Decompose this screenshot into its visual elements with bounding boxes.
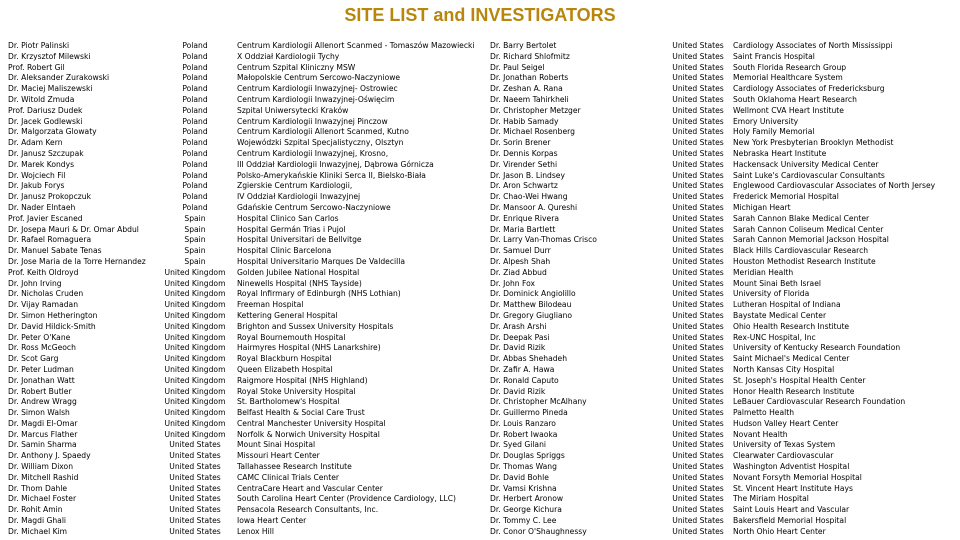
investigator-name: Dr. Marcus Flather	[8, 429, 78, 439]
investigator-name: Dr. Aron Schwartz	[490, 181, 558, 191]
site-name: Centrum Kardiologii Inwazyjnej Pinczow	[237, 116, 388, 126]
country-cell: United States	[169, 483, 221, 493]
site-name: LeBauer Cardiovascular Research Foundation	[733, 397, 906, 407]
investigator-name: Dr. Vijay Ramadan	[8, 300, 79, 310]
investigator-name: Dr. George Kichura	[490, 505, 562, 515]
investigator-name: Dr. David Rizik	[490, 386, 546, 396]
site-name: Wojewódzki Szpital Specjalistyczny, Olsztyn	[237, 138, 404, 148]
site-name: Michigan Heart	[733, 202, 791, 212]
investigator-name: Dr. Louis Ranzaro	[490, 418, 556, 428]
site-name: CAMC Clinical Trials Center	[237, 472, 340, 482]
site-name: New York Presbyterian Brooklyn Methodist	[733, 138, 894, 148]
country-cell: United States	[672, 364, 724, 374]
country-cell: United States	[672, 278, 724, 288]
site-name: Brighton and Sussex University Hospitals	[237, 321, 394, 331]
investigator-name: Dr. Alpesh Shah	[490, 256, 551, 266]
country-cell: Poland	[182, 202, 208, 212]
site-name: Hospital Clinico San Carlos	[237, 213, 339, 223]
investigator-name: Dr. Samin Sharma	[8, 440, 77, 450]
country-cell: United States	[672, 267, 724, 277]
site-name: Englewood Cardiovascular Associates of North Jersey	[733, 181, 936, 191]
site-name: Missouri Heart Center	[237, 451, 320, 461]
investigator-name: Dr. Vamsi Krishna	[490, 483, 557, 493]
site-name: Ohio Health Research Institute	[733, 321, 850, 331]
site-name: Hackensack University Medical Center	[733, 159, 879, 169]
country-cell: United States	[672, 181, 724, 191]
country-cell: United Kingdom	[164, 364, 226, 374]
right-site-column	[733, 41, 960, 538]
country-cell: United States	[672, 138, 724, 148]
investigator-name: Dr. Marek Kondys	[8, 159, 75, 169]
country-cell: United States	[672, 483, 724, 493]
investigator-name: Dr. Tommy C. Lee	[490, 516, 557, 526]
site-name: Freeman Hospital	[237, 300, 304, 310]
country-cell: United States	[672, 94, 724, 104]
site-name: Nebraska Heart Institute	[733, 148, 827, 158]
site-name: Royal Stoke University Hospital	[237, 386, 356, 396]
site-name: Baystate Medical Center	[733, 310, 827, 320]
site-name: Szpital Uniwersytecki Kraków	[237, 105, 349, 115]
country-cell: Poland	[182, 94, 208, 104]
country-cell: United States	[672, 224, 724, 234]
country-cell: Poland	[182, 148, 208, 158]
investigator-name: Dr. John Fox	[490, 278, 536, 288]
site-name: Lenox Hill	[237, 526, 274, 536]
site-name: Cardiology Associates of Fredericksburg	[733, 84, 885, 94]
investigator-name: Dr. Maciej Maliszewski	[8, 84, 93, 94]
investigator-name: Dr. Magdi El-Omar	[8, 418, 78, 428]
investigator-name: Dr. Josepa Mauri & Dr. Omar Abdul	[8, 224, 139, 234]
country-cell: United Kingdom	[164, 321, 226, 331]
site-name: Royal Infirmary of Edinburgh (NHS Lothian)	[237, 289, 401, 299]
country-cell: Poland	[182, 159, 208, 169]
country-cell: Poland	[182, 170, 208, 180]
site-name: CentraCare Heart and Vascular Center	[237, 483, 383, 493]
country-cell: United Kingdom	[164, 289, 226, 299]
country-cell: United States	[672, 62, 724, 72]
investigator-name: Dr. Thomas Wang	[490, 462, 557, 472]
site-name: Tallahassee Research Institute	[237, 462, 352, 472]
site-name: IV Oddział Kardiologii Inwazyjnej	[237, 192, 361, 202]
site-name: Holy Family Memorial	[733, 127, 815, 137]
site-name: Saint Louis Heart and Vascular	[733, 505, 850, 515]
country-cell: United States	[672, 289, 724, 299]
country-cell: United States	[169, 526, 221, 536]
site-name: St. Joseph's Hospital Health Center	[733, 375, 866, 385]
country-cell: United Kingdom	[164, 429, 226, 439]
country-cell: United States	[672, 235, 724, 245]
site-name: Saint Luke's Cardiovascular Consultants	[733, 170, 885, 180]
country-cell: Poland	[182, 105, 208, 115]
site-name: Central Manchester University Hospital	[237, 418, 386, 428]
investigator-name: Dr. Thom Dahle	[8, 483, 68, 493]
site-name: Emory University	[733, 116, 799, 126]
country-cell: United Kingdom	[164, 397, 226, 407]
country-cell: United States	[672, 192, 724, 202]
investigator-name: Prof. Keith Oldroyd	[8, 267, 79, 277]
investigator-name: Dr. Habib Samady	[490, 116, 559, 126]
investigator-name: Dr. Jonathan Watt	[8, 375, 75, 385]
investigator-name: Dr. Robert Butler	[8, 386, 72, 396]
site-name: Royal Blackburn Hospital	[237, 354, 332, 364]
country-cell: Spain	[184, 256, 206, 266]
investigator-name: Dr. Janusz Prokopczuk	[8, 192, 91, 202]
site-name: Centrum Kardiologii Inwazyjnej, Krosno,	[237, 148, 389, 158]
country-cell: Poland	[182, 127, 208, 137]
country-cell: United States	[672, 516, 724, 526]
investigator-name: Dr. Abbas Shehadeh	[490, 354, 568, 364]
site-name: Honor Health Research Institute	[733, 386, 855, 396]
investigator-name: Dr. Piotr Palinski	[8, 41, 70, 50]
country-cell: United States	[672, 386, 724, 396]
investigator-name: Dr. Scot Garg	[8, 354, 59, 364]
investigator-name: Dr. Andrew Wragg	[8, 397, 77, 407]
country-cell: United States	[672, 472, 724, 482]
country-cell: United Kingdom	[164, 278, 226, 288]
country-cell: United States	[672, 300, 724, 310]
investigator-name: Dr. Christopher Metzger	[490, 105, 581, 115]
investigator-name: Dr. Malgorzata Glowaty	[8, 127, 97, 137]
investigator-name: Dr. Jason B. Lindsey	[490, 170, 565, 180]
site-name: Mount Sinai Beth Israel	[733, 278, 821, 288]
site-name: Mount Sinai Hospital	[237, 440, 316, 450]
country-cell: United States	[672, 418, 724, 428]
site-name: Novant Health	[733, 429, 788, 439]
country-cell: United Kingdom	[164, 310, 226, 320]
site-name: Washington Adventist Hospital	[733, 462, 850, 472]
country-cell: United States	[672, 105, 724, 115]
site-name: Pensacola Research Consultants, Inc.	[237, 505, 379, 515]
investigator-name: Dr. Aleksander Zurakowski	[8, 73, 110, 83]
site-name: University of Florida	[733, 289, 810, 299]
site-name: Saint Francis Hospital	[733, 51, 815, 61]
site-name: North Ohio Heart Center	[733, 526, 826, 536]
site-name: St. Bartholomew's Hospital	[237, 397, 340, 407]
site-name: Memorial Healthcare System	[733, 73, 843, 83]
country-cell: United States	[672, 246, 724, 256]
investigator-name: Prof. Dariusz Dudek	[8, 105, 83, 115]
investigator-name: Dr. John Irving	[8, 278, 62, 288]
country-cell: United States	[169, 440, 221, 450]
country-cell: United States	[672, 408, 724, 418]
investigator-name: Dr. Chao-Wei Hwang	[490, 192, 568, 202]
investigator-name: Dr. Nicholas Cruden	[8, 289, 84, 299]
right-country-column	[666, 41, 730, 538]
site-name: Hospital Germán Trias i Pujol	[237, 224, 346, 234]
country-cell: United Kingdom	[164, 375, 226, 385]
investigator-name: Dr. David Rizik	[490, 343, 546, 353]
investigator-name: Dr. Naeem Tahirkheli	[490, 94, 569, 104]
investigator-name: Dr. Zeshan A. Rana	[490, 84, 563, 94]
country-cell: United States	[672, 440, 724, 450]
site-name: III Oddział Kardiologii Inwazyjnej, Dąbrowa Górnicza	[237, 159, 434, 169]
country-cell: United States	[672, 116, 724, 126]
investigator-name: Dr. Sorin Brener	[490, 138, 551, 148]
site-name: Sarah Cannon Memorial Jackson Hospital	[733, 235, 889, 245]
country-cell: United States	[672, 321, 724, 331]
site-name: Sarah Cannon Coliseum Medical Center	[733, 224, 884, 234]
investigator-name: Dr. Michael Kim	[8, 526, 68, 536]
investigator-name: Dr. Michael Foster	[8, 494, 77, 504]
investigator-name: Dr. Ziad Abbud	[490, 267, 547, 277]
investigator-name: Dr. Guillermo Pineda	[490, 408, 568, 418]
country-cell: Spain	[184, 246, 206, 256]
country-cell: United States	[672, 310, 724, 320]
country-cell: United Kingdom	[164, 354, 226, 364]
investigator-name: Dr. David Bohle	[490, 472, 549, 482]
site-name: South Carolina Heart Center (Providence Cardiology, LLC)	[237, 494, 456, 504]
country-cell: United States	[672, 451, 724, 461]
site-name: Centrum Szpital Kliniczny MSW	[237, 62, 356, 72]
investigator-name: Dr. Magdi Ghali	[8, 516, 67, 526]
country-cell: Poland	[182, 181, 208, 191]
site-name: Hospital Clinic Barcelona	[237, 246, 332, 256]
site-name: Centrum Kardiologii Inwazyjnej-Oświęcim	[237, 94, 395, 104]
site-name: Black Hills Cardiovascular Research	[733, 246, 869, 256]
investigator-name: Dr. Manuel Sabate Tenas	[8, 246, 102, 256]
country-cell: Poland	[182, 138, 208, 148]
investigator-name: Dr. Robert Iwaoka	[490, 429, 558, 439]
country-cell: United States	[672, 202, 724, 212]
investigator-name: Dr. Dennis Korpas	[490, 148, 558, 158]
country-cell: United Kingdom	[164, 408, 226, 418]
country-cell: Poland	[182, 84, 208, 94]
investigator-name: Dr. Enrique Rivera	[490, 213, 559, 223]
site-name: Raigmore Hospital (NHS Highland)	[237, 375, 368, 385]
site-name: University of Texas System	[733, 440, 836, 450]
investigator-name: Dr. Jakub Forys	[8, 181, 65, 191]
site-name: Zgierskie Centrum Kardiologii,	[237, 181, 353, 191]
left-site-column	[237, 41, 487, 538]
country-cell: United States	[169, 505, 221, 515]
country-cell: Spain	[184, 224, 206, 234]
site-name: Rex-UNC Hospital, Inc	[733, 332, 816, 342]
investigator-name: Dr. Adam Kern	[8, 138, 63, 148]
country-cell: United States	[672, 429, 724, 439]
country-cell: Poland	[182, 192, 208, 202]
country-cell: United States	[672, 505, 724, 515]
site-name: Gdańskie Centrum Sercowo-Naczyniowe	[237, 202, 391, 212]
site-name: Belfast Health & Social Care Trust	[237, 408, 365, 418]
country-cell: Spain	[184, 235, 206, 245]
investigator-name: Dr. Anthony J. Spaedy	[8, 451, 91, 461]
site-name: Frederick Memorial Hospital	[733, 192, 839, 202]
site-name: Kettering General Hospital	[237, 310, 338, 320]
country-cell: United Kingdom	[164, 332, 226, 342]
country-cell: United States	[672, 41, 724, 50]
site-name: Golden Jubilee National Hospital	[237, 267, 360, 277]
investigator-name: Dr. David Hildick-Smith	[8, 321, 96, 331]
site-name: Clearwater Cardiovascular	[733, 451, 834, 461]
site-name: Saint Michael's Medical Center	[733, 354, 850, 364]
site-name: Royal Bournemouth Hospital	[237, 332, 346, 342]
site-name: St. Vincent Heart Institute Hays	[733, 483, 853, 493]
investigator-name: Dr. Gregory Giugliano	[490, 310, 573, 320]
investigator-name: Dr. Arash Arshi	[490, 321, 547, 331]
site-name: Bakersfield Memorial Hospital	[733, 516, 847, 526]
investigator-name: Dr. Simon Walsh	[8, 408, 70, 418]
country-cell: Poland	[182, 73, 208, 83]
investigator-name: Dr. Mansoor A. Qureshi	[490, 202, 578, 212]
investigator-name: Dr. Christopher McAlhany	[490, 397, 587, 407]
country-cell: United Kingdom	[164, 418, 226, 428]
site-name: University of Kentucky Research Foundation	[733, 343, 901, 353]
investigator-name: Dr. Deepak Pasi	[490, 332, 550, 342]
investigator-name: Dr. Peter Ludman	[8, 364, 74, 374]
investigator-name: Dr. Simon Hetherington	[8, 310, 98, 320]
investigator-name: Dr. Peter O'Kane	[8, 332, 71, 342]
country-cell: United States	[672, 397, 724, 407]
site-name: Polsko-Amerykańskie Kliniki Serca II, Bielsko-Biała	[237, 170, 426, 180]
country-cell: United States	[672, 526, 724, 536]
country-cell: United States	[169, 451, 221, 461]
investigator-name: Dr. Jacek Godlewski	[8, 116, 83, 126]
investigator-name: Dr. Jose Maria de la Torre Hernandez	[8, 256, 146, 266]
country-cell: United Kingdom	[164, 300, 226, 310]
site-name: Novant Forsyth Memorial Hospital	[733, 472, 862, 482]
investigator-name: Dr. Zafir A. Hawa	[490, 364, 555, 374]
investigator-name: Dr. Maria Bartlett	[490, 224, 556, 234]
investigator-name: Dr. Samuel Durr	[490, 246, 551, 256]
site-name: Norfolk & Norwich University Hospital	[237, 429, 380, 439]
investigator-name: Dr. Rafael Romaguera	[8, 235, 92, 245]
site-name: Hospital Universitari de Bellvitge	[237, 235, 362, 245]
left-country-column	[164, 41, 226, 538]
site-name: Palmetto Health	[733, 408, 795, 418]
site-name: North Kansas City Hospital	[733, 364, 835, 374]
investigator-name: Dr. Herbert Aronow	[490, 494, 564, 504]
country-cell: United States	[672, 332, 724, 342]
site-name: Hudson Valley Heart Center	[733, 418, 839, 428]
investigator-name: Dr. Larry Van-Thomas Crisco	[490, 235, 597, 245]
investigator-name: Dr. Barry Bertolet	[490, 41, 557, 50]
investigator-name: Dr. Jonathan Roberts	[490, 73, 569, 83]
investigator-name: Dr. Conor O'Shaughnessy	[490, 526, 587, 536]
country-cell: United Kingdom	[164, 343, 226, 353]
investigator-name: Dr. Janusz Szczupak	[8, 148, 84, 158]
site-name: X Oddział Kardiologii Tychy	[237, 51, 340, 61]
page-title: SITE LIST and INVESTIGATORS	[344, 5, 616, 25]
site-name: Hairmyres Hospital (NHS Lanarkshire)	[237, 343, 381, 353]
country-cell: United States	[169, 462, 221, 472]
site-name: Meridian Health	[733, 267, 794, 277]
country-cell: United States	[672, 51, 724, 61]
country-cell: United States	[672, 148, 724, 158]
site-name: Ninewells Hospital (NHS Tayside)	[237, 278, 362, 288]
country-cell: United States	[672, 127, 724, 137]
site-name: Iowa Heart Center	[237, 516, 307, 526]
country-cell: United States	[672, 213, 724, 223]
site-name: Hospital Universitario Marques De Valdecilla	[237, 256, 405, 266]
site-name: Queen Elizabeth Hospital	[237, 364, 333, 374]
country-cell: United States	[672, 375, 724, 385]
country-cell: United States	[672, 343, 724, 353]
investigator-name: Dr. Krzysztof Milewski	[8, 51, 91, 61]
investigator-name: Dr. Syed Gilani	[490, 440, 546, 450]
country-cell: United Kingdom	[164, 267, 226, 277]
country-cell: United States	[672, 84, 724, 94]
site-name: Sarah Cannon Blake Medical Center	[733, 213, 870, 223]
site-name: Centrum Kardiologii Allenort Scanmed, Kutno	[237, 127, 409, 137]
investigator-name: Dr. Ronald Caputo	[490, 375, 559, 385]
investigator-name: Prof. Javier Escaned	[8, 213, 83, 223]
site-name: The Miriam Hospital	[733, 494, 809, 504]
site-name: Houston Methodist Research Institute	[733, 256, 876, 266]
right-investigator-column	[490, 41, 666, 538]
country-cell: Poland	[182, 41, 208, 50]
country-cell: Poland	[182, 51, 208, 61]
country-cell: United States	[672, 494, 724, 504]
site-name: Centrum Kardiologii Allenort Scanmed - Tomaszów Mazowiecki	[237, 41, 475, 50]
country-cell: United States	[672, 354, 724, 364]
investigator-name: Dr. Ross McGeoch	[8, 343, 76, 353]
country-cell: Poland	[182, 116, 208, 126]
country-cell: Poland	[182, 62, 208, 72]
country-cell: United States	[672, 170, 724, 180]
investigator-name: Dr. Nader Elntaeh	[8, 202, 76, 212]
site-name: South Oklahoma Heart Research	[733, 94, 857, 104]
country-cell: United States	[169, 472, 221, 482]
investigator-name: Dr. Paul Seigel	[490, 62, 545, 72]
investigator-name: Dr. Richard Shlofmitz	[490, 51, 570, 61]
investigator-name: Dr. Virender Sethi	[490, 159, 558, 169]
investigator-name: Dr. Matthew Bilodeau	[490, 300, 572, 310]
site-name: Wellmont CVA Heart Institute	[733, 105, 844, 115]
country-cell: United States	[169, 494, 221, 504]
country-cell: United States	[169, 516, 221, 526]
investigator-name: Dr. Wojciech Fil	[8, 170, 66, 180]
site-name: South Florida Research Group	[733, 62, 847, 72]
investigator-name: Dr. William Dixon	[8, 462, 74, 472]
country-cell: Spain	[184, 213, 206, 223]
investigator-name: Dr. Rohit Amin	[8, 505, 63, 515]
country-cell: United States	[672, 73, 724, 83]
investigator-name: Dr. Witold Zmuda	[8, 94, 75, 104]
investigator-name: Dr. Michael Rosenberg	[490, 127, 575, 137]
investigator-name: Dr. Douglas Spriggs	[490, 451, 565, 461]
country-cell: United States	[672, 159, 724, 169]
country-cell: United States	[672, 462, 724, 472]
site-name: Centrum Kardiologii Inwazyjnej- Ostrowiec	[237, 84, 398, 94]
site-name: Małopolskie Centrum Sercowo-Naczyniowe	[237, 73, 401, 83]
left-investigator-column	[8, 41, 164, 538]
investigator-name: Dr. Dominick Angiolillo	[490, 289, 576, 299]
site-name: Cardiology Associates of North Mississippi	[733, 41, 893, 50]
country-cell: United Kingdom	[164, 386, 226, 396]
investigator-name: Prof. Robert Gil	[8, 62, 65, 72]
investigator-name: Dr. Mitchell Rashid	[8, 472, 79, 482]
country-cell: United States	[672, 256, 724, 266]
site-name: Lutheran Hospital of Indiana	[733, 300, 841, 310]
